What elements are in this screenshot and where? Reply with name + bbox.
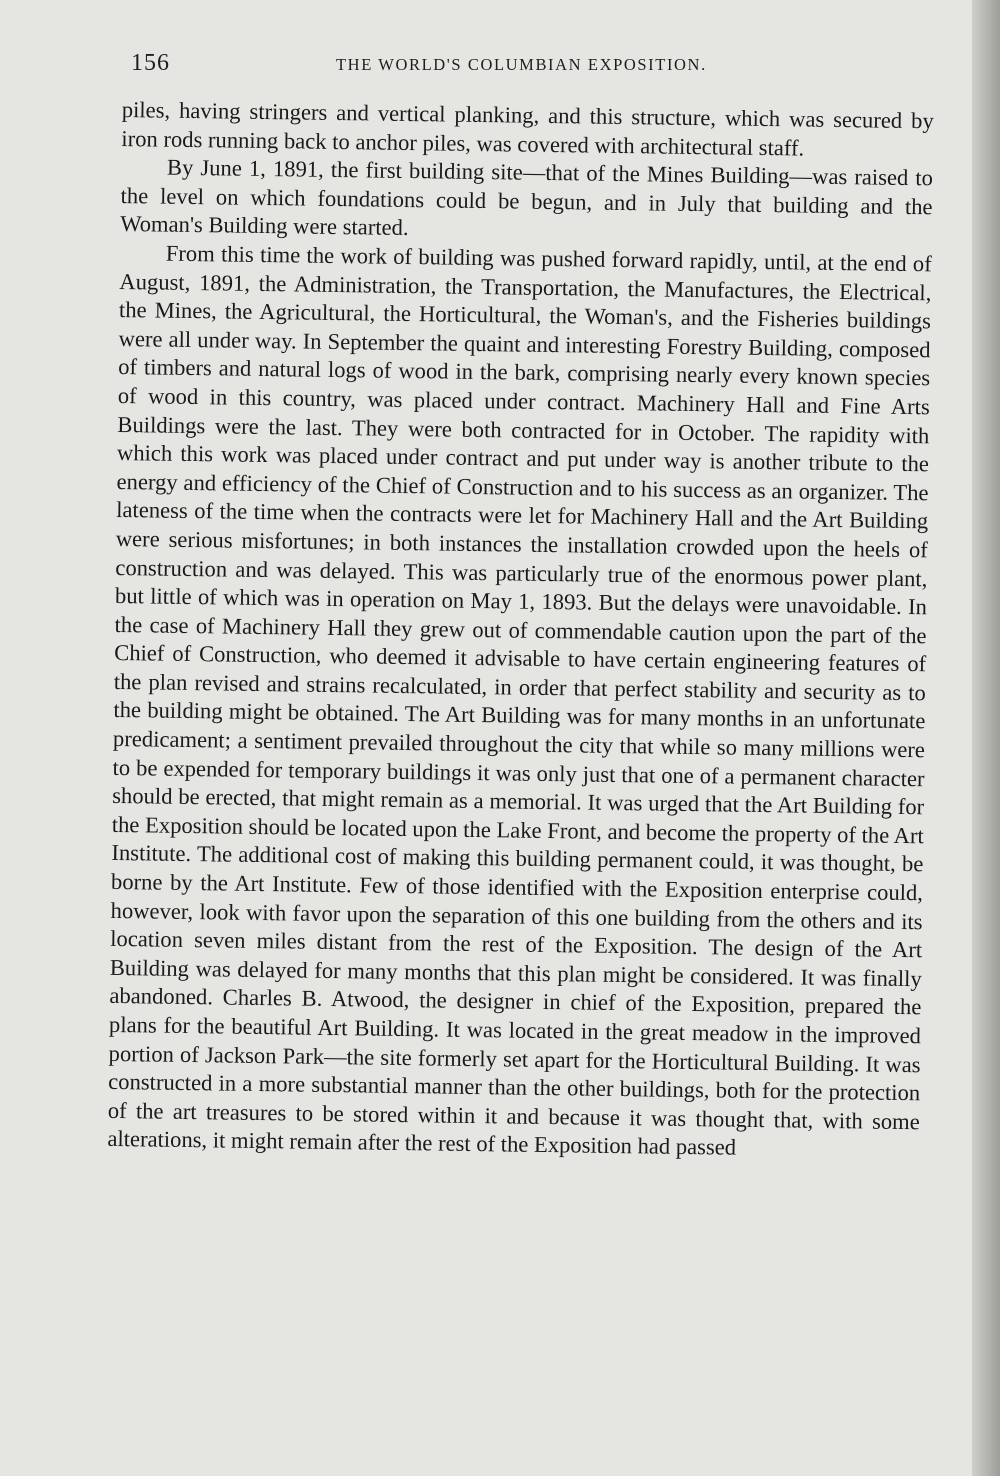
body-text: [107, 96, 934, 1165]
paragraph: By June 1, 1891, the first building site—that of the Mines Building—was raised to the level on which foundations could be begun, and in July that building and the Woman's Building were started.: [120, 154, 934, 241]
running-header: [131, 50, 941, 80]
page-number: 156: [131, 50, 170, 76]
running-title: THE WORLD'S COLUMBIAN EXPOSITION.: [336, 55, 707, 74]
paragraph: From this time the work of building was pushed forward rapidly, until, at the end of August, 1891, the Administration, the Transportation, the Manufactures, the Electrical, the Mines, the Agricultural, the Horticultural, the Woman's, and the Fisheries buildings were all under way. In September the quaint and interesting Forestry Building, composed of timbers and natural logs of wood in the bark, comprising nearly every known species of wood in this country, was placed under contract. Machinery Hall and Fine Arts Buildings were the last. They were both contracted for in October. The rapidity with which this work was placed under contract and put under way is another tribute to the energy and efficiency of the Chief of Construction and to his success as an organizer. The lateness of the time when the contracts were let for Machinery Hall and the Art Building were serious misfortunes; in both instances the installation crowded upon the heels of construction and was delayed. This was particularly true of the enormous power plant, but little of which was in operation on May 1, 1893. But the delays were unavoidable. In the case of Machinery Hall they grew out of commendable caution upon the part of the Chief of Construction, who deemed it advisable to have certain engineering features of the plan revised and strains recalculated, in order that perfect stability and security as to the building might be obtained. The Art Building was for many months in an unfortunate predicament; a sentiment prevailed throughout the city that while so many millions were to be expended for temporary buildings it was only just that one of a permanent character should be erected, that might remain as a memorial. It was urged that the Art Building for the Exposition should be located upon the Lake Front, and become the property of the Art Institute. The additional cost of making this building permanent could, it was thought, be borne by the Art Institute. Few of those identified with the Exposition enterprise could, however, look with favor upon the separation of this one building from the others and its location seven miles distant from the rest of the Exposition. The design of the Art Building was delayed for many months that this plan might be considered. It was finally abandoned. Charles B. Atwood, the designer in chief of the Exposition, prepared the plans for the beautiful Art Building. It was located in the great meadow in the improved portion of Jackson Park—the site formerly set apart for the Horticultural Building. It was constructed in a more substantial manner than the other buildings, both for the protection of the art treasures to be stored within it and because it was thought that, with some alterations, it might remain after the rest of the Exposition had passed: [107, 240, 932, 1161]
paragraph: piles, having stringers and vertical planking, and this structure, which was secured by iron rods running back to anchor piles, was covered with architectural staff.: [121, 96, 934, 161]
page-edge-shadow: [972, 0, 1000, 1476]
